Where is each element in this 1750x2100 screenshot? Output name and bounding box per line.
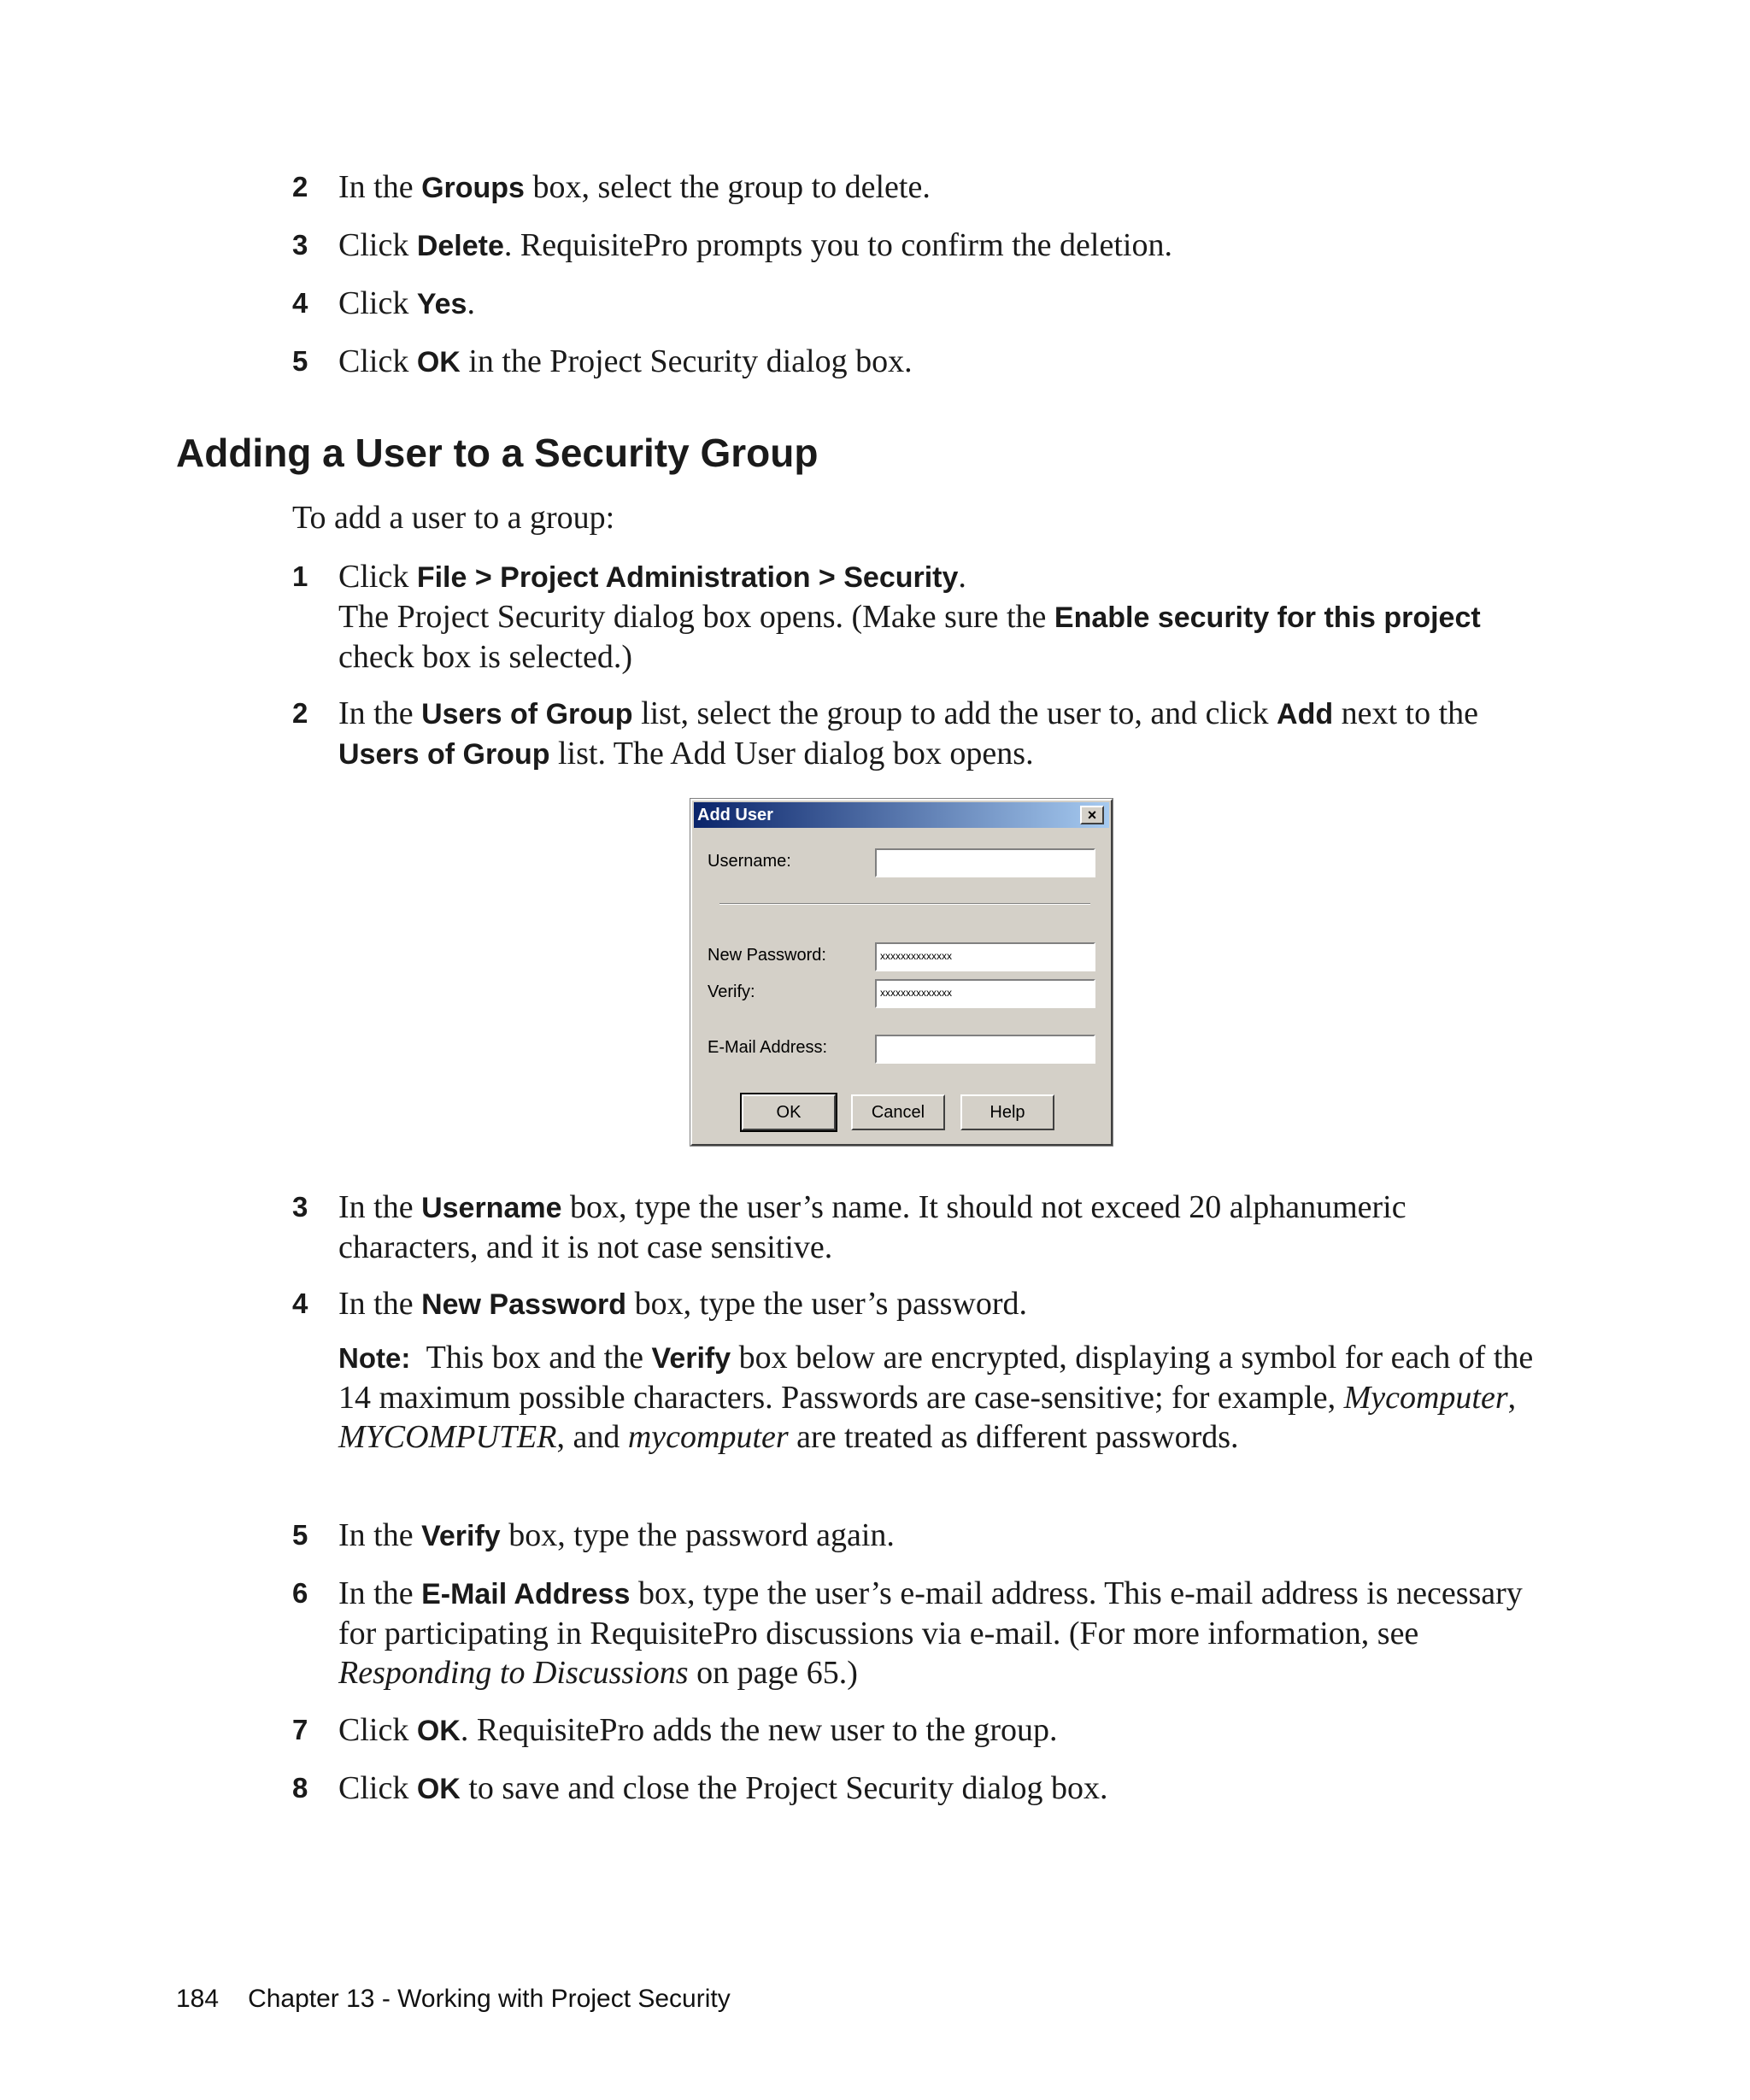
- dialog-title: Add User: [697, 806, 773, 824]
- ui-term: Add: [1277, 698, 1334, 730]
- step-2-delete-group: 2 In the Groups box, select the group to delete.: [292, 169, 931, 205]
- step-number: 3: [292, 1191, 308, 1223]
- step-3-click-delete: 3 Click Delete. RequisitePro prompts you to confirm the deletion.: [292, 227, 1172, 263]
- ui-term: Users of Group: [421, 698, 633, 730]
- ui-term: E-Mail Address: [421, 1578, 631, 1610]
- step-number: 5: [292, 1519, 308, 1551]
- step-8-save-close: 8 Click OK to save and close the Project Security dialog box.: [292, 1770, 1108, 1806]
- dialog-title-bar: [694, 802, 1109, 828]
- ui-term: Verify: [421, 1520, 501, 1552]
- password-note: Note: This box and the Verify box below are encrypted, displaying a symbol for each of the 14 maximum possible characters. Passwords are case-sensitive; for example, Mycomputer, MYCOMPUTER, and mycomputer are treated as different passwords.: [338, 1340, 1534, 1455]
- step-number: 2: [292, 697, 308, 729]
- step-2-select-group: 2 In the Users of Group list, select the group to add the user to, and click Add next to the Users of Group list. The Add User dialog box opens.: [292, 695, 1479, 771]
- username-label: Username:: [708, 852, 791, 871]
- ui-term: Delete: [416, 230, 504, 262]
- ui-term: New Password: [421, 1288, 627, 1321]
- new-password-label: New Password:: [708, 946, 826, 965]
- ui-term: Yes: [416, 288, 467, 320]
- step-5-click-ok: 5 Click OK in the Project Security dialog box.: [292, 343, 913, 379]
- ui-term: Username: [421, 1192, 562, 1224]
- cancel-button[interactable]: Cancel: [851, 1094, 945, 1130]
- add-user-dialog: [690, 799, 1113, 1146]
- email-input[interactable]: [875, 1035, 1095, 1064]
- section-heading: Adding a User to a Security Group: [176, 431, 819, 475]
- step-number: 2: [292, 171, 308, 202]
- step-number: 7: [292, 1714, 308, 1745]
- verify-input[interactable]: xxxxxxxxxxxxxx: [875, 979, 1095, 1008]
- new-password-input[interactable]: xxxxxxxxxxxxxx: [875, 942, 1095, 971]
- menu-path: File > Project Administration > Security: [416, 561, 959, 594]
- step-4-new-password: 4 In the New Password box, type the user’s password.: [292, 1286, 1028, 1322]
- help-button[interactable]: Help: [960, 1094, 1054, 1130]
- ui-term: OK: [416, 1773, 461, 1805]
- page-number: 184: [176, 1985, 220, 2013]
- chapter-title: Chapter 13 - Working with Project Security: [248, 1985, 731, 2013]
- verify-label: Verify:: [708, 983, 755, 1001]
- step-number: 4: [292, 1288, 308, 1319]
- separator: [719, 903, 1090, 905]
- note-label: Note:: [338, 1342, 411, 1374]
- step-number: 1: [292, 560, 308, 592]
- ui-term: Groups: [421, 172, 525, 204]
- step-7-click-ok: 7 Click OK. RequisitePro adds the new user to the group.: [292, 1712, 1058, 1748]
- ui-term: OK: [416, 1715, 461, 1747]
- step-number: 6: [292, 1577, 308, 1609]
- username-input[interactable]: [875, 848, 1095, 877]
- cross-reference: Responding to Discussions: [338, 1655, 689, 1691]
- step-number: 4: [292, 287, 308, 319]
- intro-text: To add a user to a group:: [292, 500, 615, 536]
- step-1-open-security: 1 Click File > Project Administration > Security. The Project Security dialog box opens. (Make sure the Enable security for this project check box is selected.): [292, 559, 1481, 675]
- ok-button[interactable]: OK: [742, 1094, 836, 1130]
- ui-term: Enable security for this project: [1054, 601, 1481, 634]
- step-3-username: 3 In the Username box, type the user’s name. It should not exceed 20 alphanumeric characters, and it is not case sensitive.: [292, 1189, 1406, 1265]
- close-icon[interactable]: ×: [1080, 806, 1104, 824]
- ui-term: OK: [416, 346, 461, 378]
- ui-term: Verify: [651, 1342, 731, 1375]
- step-5-verify: 5 In the Verify box, type the password again.: [292, 1517, 895, 1553]
- step-number: 8: [292, 1772, 308, 1804]
- step-4-click-yes: 4 Click Yes.: [292, 285, 475, 321]
- step-number: 3: [292, 229, 308, 261]
- email-label: E-Mail Address:: [708, 1038, 828, 1057]
- ui-term: Users of Group: [338, 738, 550, 771]
- page-footer: [176, 1984, 731, 2015]
- step-6-email: 6 In the E-Mail Address box, type the user’s e-mail address. This e-mail address is necessary for participating in RequisitePro discussions via e-mail. (For more information, see Responding to Discussions on page 65.): [292, 1575, 1523, 1691]
- step-number: 5: [292, 345, 308, 377]
